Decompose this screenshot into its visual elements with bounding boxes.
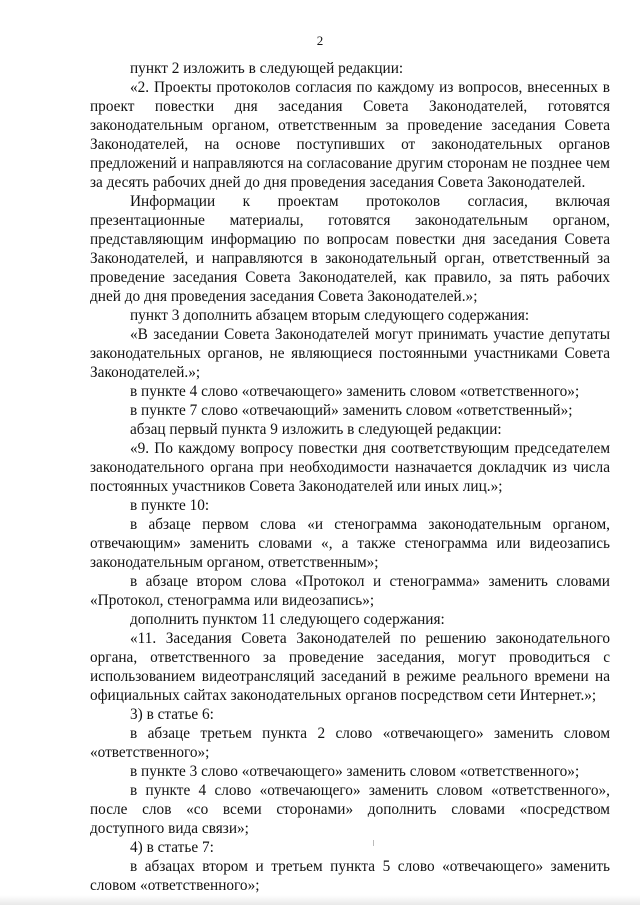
page-bottom-shade <box>0 895 640 905</box>
paragraph: в абзаце третьем пункта 2 слово «отвечающего» заменить словом «ответственного»; <box>90 725 610 761</box>
paragraph: в абзацах втором и третьем пункта 5 слово «отвечающего» заменить словом «ответственного»; <box>90 858 610 894</box>
paragraph: 4) в статье 7: <box>130 839 214 856</box>
scan-mark <box>373 840 374 846</box>
paragraph: в абзаце первом слова «и стенограмма законодательным органом, отвечающим» заменить словами «, а также стенограмма или видеозапись законодательным органом, ответственным»; <box>90 516 610 571</box>
paragraph: Информации к проектам протоколов согласия, включая презентационные материалы, готовятся законодательным органом, представляющим информацию по вопросам повестки дня заседания Совета Законодателей, и направляются в законодательный орган, ответственный за проведение заседания Совета Законодателей, как правило, за пять рабочих дней до дня проведения заседания Совета Законодателей.»; <box>90 193 610 305</box>
document-body <box>90 59 610 895</box>
paragraph: в пункте 3 слово «отвечающего» заменить словом «ответственного»; <box>130 763 580 780</box>
paragraph: «11. Заседания Совета Законодателей по решению законодательного органа, ответственного за проведение заседания, могут проводиться с использованием видеотрансляций заседаний в режиме реального времени на официальных сайтах законодательных органов посредством сети Интернет.»; <box>90 630 610 704</box>
paragraph: пункт 2 изложить в следующей редакции: <box>130 60 404 77</box>
paragraph: 3) в статье 6: <box>130 706 214 723</box>
paragraph: в пункте 4 слово «отвечающего» заменить словом «ответственного»; <box>130 383 580 400</box>
paragraph: в абзаце втором слова «Протокол и стенограмма» заменить словами «Протокол, стенограмма или видеозапись»; <box>90 573 610 609</box>
paragraph: в пункте 4 слово «отвечающего» заменить словом «ответственного», после слов «со всеми сторонами» дополнить словами «посредством доступного вида связи»; <box>90 782 610 837</box>
paragraph: в пункте 7 слово «отвечающий» заменить словом «ответственный»; <box>130 402 573 419</box>
paragraph: абзац первый пункта 9 изложить в следующей редакции: <box>130 421 502 438</box>
paragraph: «2. Проекты протоколов согласия по каждому из вопросов, внесенных в проект повестки дня заседания Совета Законодателей, готовятся законодательным органом, ответственным за проведение заседания Совета Законодателей, на основе поступивших от законодательных органов предложений и направляются на согласование другим сторонам не позднее чем за десять рабочих дней до дня проведения заседания Совета Законодателей. <box>90 79 610 191</box>
paragraph: дополнить пунктом 11 следующего содержания: <box>130 611 445 628</box>
page-number: 2 <box>316 33 324 48</box>
paragraph: в пункте 10: <box>130 497 210 514</box>
paragraph: «9. По каждому вопросу повестки дня соответствующим председателем законодательного органа при необходимости назначается докладчик из числа постоянных участников Совета Законодателей или иных лиц.»; <box>90 440 610 495</box>
paragraph: пункт 3 дополнить абзацем вторым следующего содержания: <box>130 307 530 324</box>
paragraph: «В заседании Совета Законодателей могут принимать участие депутаты законодательных органов, не являющиеся постоянными участниками Совета Законодателей.»; <box>90 326 610 381</box>
